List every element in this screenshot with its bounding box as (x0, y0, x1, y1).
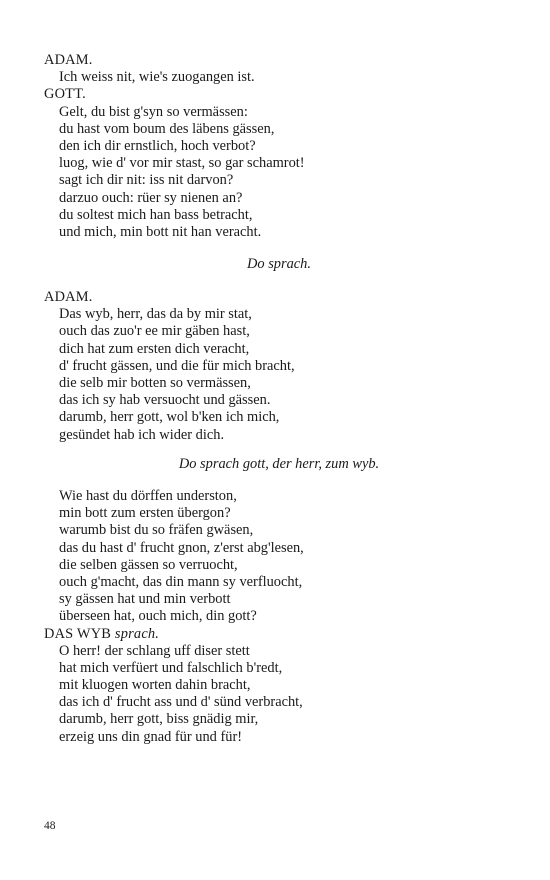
verse-line: das ich sy hab versuocht und gässen. (59, 392, 271, 409)
verse-line: überseen hat, ouch mich, din gott? (59, 608, 257, 625)
verse-line: sy gässen hat und min verbott (59, 591, 231, 608)
verse-line: darumb, herr gott, wol b'ken ich mich, (59, 409, 280, 426)
verse-line: Ich weiss nit, wie's zuogangen ist. (59, 69, 255, 86)
speaker-gott: GOTT. (44, 86, 86, 103)
speaker-wyb-name: DAS WYB (44, 625, 112, 642)
verse-line: min bott zum ersten übergon? (59, 505, 231, 522)
verse-line: gesündet hab ich wider dich. (59, 426, 225, 443)
speaker-adam: ADAM. (44, 52, 93, 68)
verse-line: das ich d' frucht ass und d' sünd verbracht, (59, 694, 303, 711)
verse-line: d' frucht gässen, und die für mich bracht, (59, 357, 295, 374)
verse-line: mit kluogen worten dahin bracht, (59, 677, 251, 694)
dialogue-section-2 (44, 289, 514, 444)
verse-line: warumb bist du so fräfen gwäsen, (59, 522, 254, 539)
verse-line: Das wyb, herr, das da by mir stat, (59, 306, 252, 323)
verse-line: erzeig uns din gnad für und für! (59, 728, 243, 745)
verse-line: das du hast d' frucht gnon, z'erst abg'lesen, (59, 539, 304, 556)
verse-line: den ich dir ernstlich, hoch verbot? (59, 137, 256, 154)
speaker-adam: ADAM. (44, 289, 93, 305)
verse-line: und mich, min bott nit han veracht. (59, 223, 262, 240)
dialogue-section-3 (44, 488, 514, 746)
verse-line: Gelt, du bist g'syn so vermässen: (59, 103, 248, 120)
verse-line: ouch g'macht, das din mann sy verfluocht, (59, 573, 303, 590)
verse-line: sagt ich dir nit: iss nit darvon? (59, 172, 234, 189)
speaker-wyb-direction: sprach. (114, 625, 160, 642)
page-number: 48 (44, 820, 56, 832)
stage-direction-1: Do sprach. (247, 256, 311, 272)
verse-line: dich hat zum ersten dich veracht, (59, 340, 250, 357)
verse-line: darumb, herr gott, biss gnädig mir, (59, 711, 259, 728)
verse-line: O herr! der schlang uff diser stett (59, 642, 250, 659)
verse-line: ouch das zuo'r ee mir gäben hast, (59, 323, 250, 340)
speaker-wyb (44, 626, 514, 643)
verse-line: Wie hast du dörffen underston, (59, 488, 237, 504)
verse-line: darzuo ouch: rüer sy nienen an? (59, 189, 243, 206)
verse-line: hat mich verfüert und falschlich b'redt, (59, 659, 283, 676)
verse-line: die selb mir botten so vermässen, (59, 374, 251, 391)
verse-line: luog, wie d' vor mir stast, so gar schamrot! (59, 155, 305, 172)
verse-line: die selben gässen so verruocht, (59, 556, 238, 573)
verse-line: du soltest mich han bass betracht, (59, 206, 253, 223)
verse-line: du hast vom boum des läbens gässen, (59, 120, 275, 137)
dialogue-section-1 (44, 52, 514, 241)
stage-direction-2: Do sprach gott, der herr, zum wyb. (178, 456, 380, 472)
